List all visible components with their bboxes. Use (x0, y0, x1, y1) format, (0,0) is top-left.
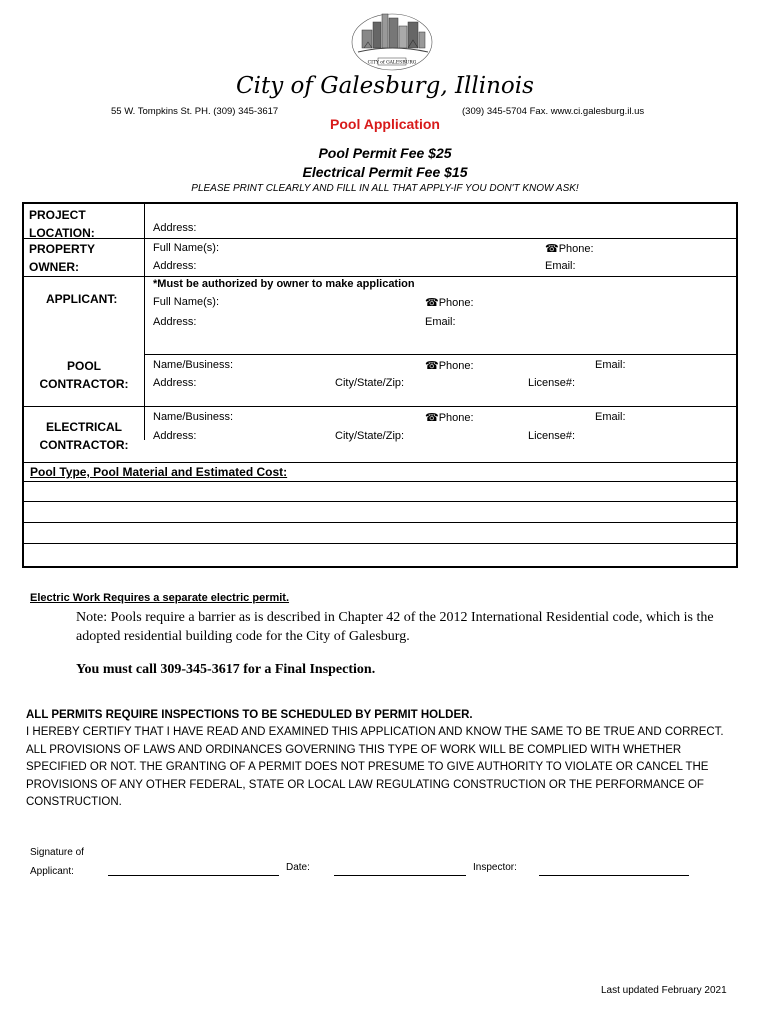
electrical-contractor-phone-field[interactable]: ☎Phone: (425, 412, 474, 424)
city-seal-logo (348, 8, 436, 74)
print-instruction: PLEASE PRINT CLEARLY AND FILL IN ALL THAT APPLY-IF YOU DON'T KNOW ASK! (191, 183, 579, 194)
pool-contractor-name-field[interactable]: Name/Business: (153, 359, 234, 371)
row-divider (144, 354, 736, 355)
project-location-label: PROJECT LOCATION: (29, 208, 95, 240)
row-divider (24, 406, 736, 407)
row-divider (24, 543, 736, 544)
signature-line[interactable] (108, 875, 279, 876)
pool-contractor-city-state-zip-field[interactable]: City/State/Zip: (335, 377, 405, 389)
pool-permit-fee: Pool Permit Fee $25 (318, 145, 452, 161)
electrical-contractor-address-field[interactable]: Address: (153, 430, 197, 442)
pool-type-line-4[interactable] (28, 545, 732, 563)
row-divider (24, 501, 736, 502)
electrical-contractor-license-field[interactable]: License#: (528, 430, 576, 442)
owner-email-field[interactable]: Email: (545, 260, 576, 272)
owner-full-name-field[interactable]: Full Name(s): (153, 242, 220, 254)
pool-contractor-address-field[interactable]: Address: (153, 377, 197, 389)
signature-label: Signature of Applicant: (30, 847, 84, 877)
project-address-field[interactable]: Address: (153, 222, 197, 234)
final-inspection-note: You must call 309-345-3617 for a Final Inspection. (76, 662, 376, 677)
label-column-divider (144, 204, 145, 440)
row-divider (24, 276, 736, 277)
pool-type-line-3[interactable] (28, 524, 732, 542)
electrical-contractor-city-state-zip-field[interactable]: City/State/Zip: (335, 430, 405, 442)
pool-contractor-license-field[interactable]: License#: (528, 377, 576, 389)
row-divider (24, 462, 736, 463)
electric-work-note: Electric Work Requires a separate electric permit. (30, 592, 290, 604)
electrical-contractor-name-field[interactable]: Name/Business: (153, 411, 234, 423)
electrical-permit-fee: Electrical Permit Fee $15 (302, 164, 468, 180)
applicant-phone-field[interactable]: ☎Phone: (425, 297, 474, 309)
applicant-address-field[interactable]: Address: (153, 316, 197, 328)
application-form (22, 202, 738, 568)
certification-statement: I HEREBY CERTIFY THAT I HAVE READ AND EXAMINED THIS APPLICATION AND KNOW THE SAME TO BE TRUE AND CORRECT. ALL PROVISIONS OF LAWS AND ORDINANCES GOVERNING THIS TYPE OF WORK WILL BE COMPLIED WITH WHETHER SPECIFIED OR NOT. THE GRANTING OF A PERMIT DOES NOT PRESUME TO GIVE AUTHORITY TO VIOLATE OR CANCEL THE PROVISIONS OF ANY OTHER FEDERAL, STATE OR LOCAL LAW REGULATING CONSTRUCTION OR THE PERFORMANCE OF CONSTRUCTION. (26, 726, 724, 808)
applicant-email-field[interactable]: Email: (425, 316, 456, 328)
city-address-phone: 55 W. Tompkins St. PH. (309) 345-3617 (111, 106, 279, 117)
last-updated-footer: Last updated February 2021 (601, 985, 727, 996)
barrier-note: Note: Pools require a barrier as is described in Chapter 42 of the 2012 International Residential code, which is the adopted residential building code for the City of Galesburg. (76, 610, 714, 644)
pool-contractor-email-field[interactable]: Email: (595, 359, 626, 371)
city-fax-website: (309) 345-5704 Fax. www.ci.galesburg.il.us (462, 106, 645, 117)
pool-contractor-phone-field[interactable]: ☎Phone: (425, 360, 474, 372)
form-title: Pool Application (330, 116, 440, 132)
inspection-requirement-heading: ALL PERMITS REQUIRE INSPECTIONS TO BE SCHEDULED BY PERMIT HOLDER. (26, 709, 473, 721)
inspector-line[interactable] (539, 875, 689, 876)
city-title: City of Galesburg, Illinois (236, 73, 534, 99)
pool-type-line-2[interactable] (28, 503, 732, 521)
authorization-note: *Must be authorized by owner to make application (153, 278, 415, 290)
property-owner-label: PROPERTY OWNER: (29, 242, 96, 274)
pool-contractor-label: POOL CONTRACTOR: (39, 359, 129, 391)
date-label: Date: (286, 862, 310, 873)
row-divider (24, 522, 736, 523)
owner-address-field[interactable]: Address: (153, 260, 197, 272)
row-divider (24, 481, 736, 482)
date-line[interactable] (334, 875, 466, 876)
applicant-label: APPLICANT: (46, 292, 118, 306)
pool-type-label: Pool Type, Pool Material and Estimated Cost: (30, 465, 288, 479)
owner-phone-field[interactable]: ☎Phone: (545, 243, 594, 255)
applicant-full-name-field[interactable]: Full Name(s): (153, 296, 220, 308)
row-divider (24, 238, 736, 239)
electrical-contractor-label: ELECTRICAL CONTRACTOR: (39, 420, 129, 452)
electrical-contractor-email-field[interactable]: Email: (595, 411, 626, 423)
inspector-label: Inspector: (473, 862, 517, 873)
pool-type-line-1[interactable] (28, 483, 732, 500)
seal-text: CITY of GALESBURG (367, 60, 417, 66)
